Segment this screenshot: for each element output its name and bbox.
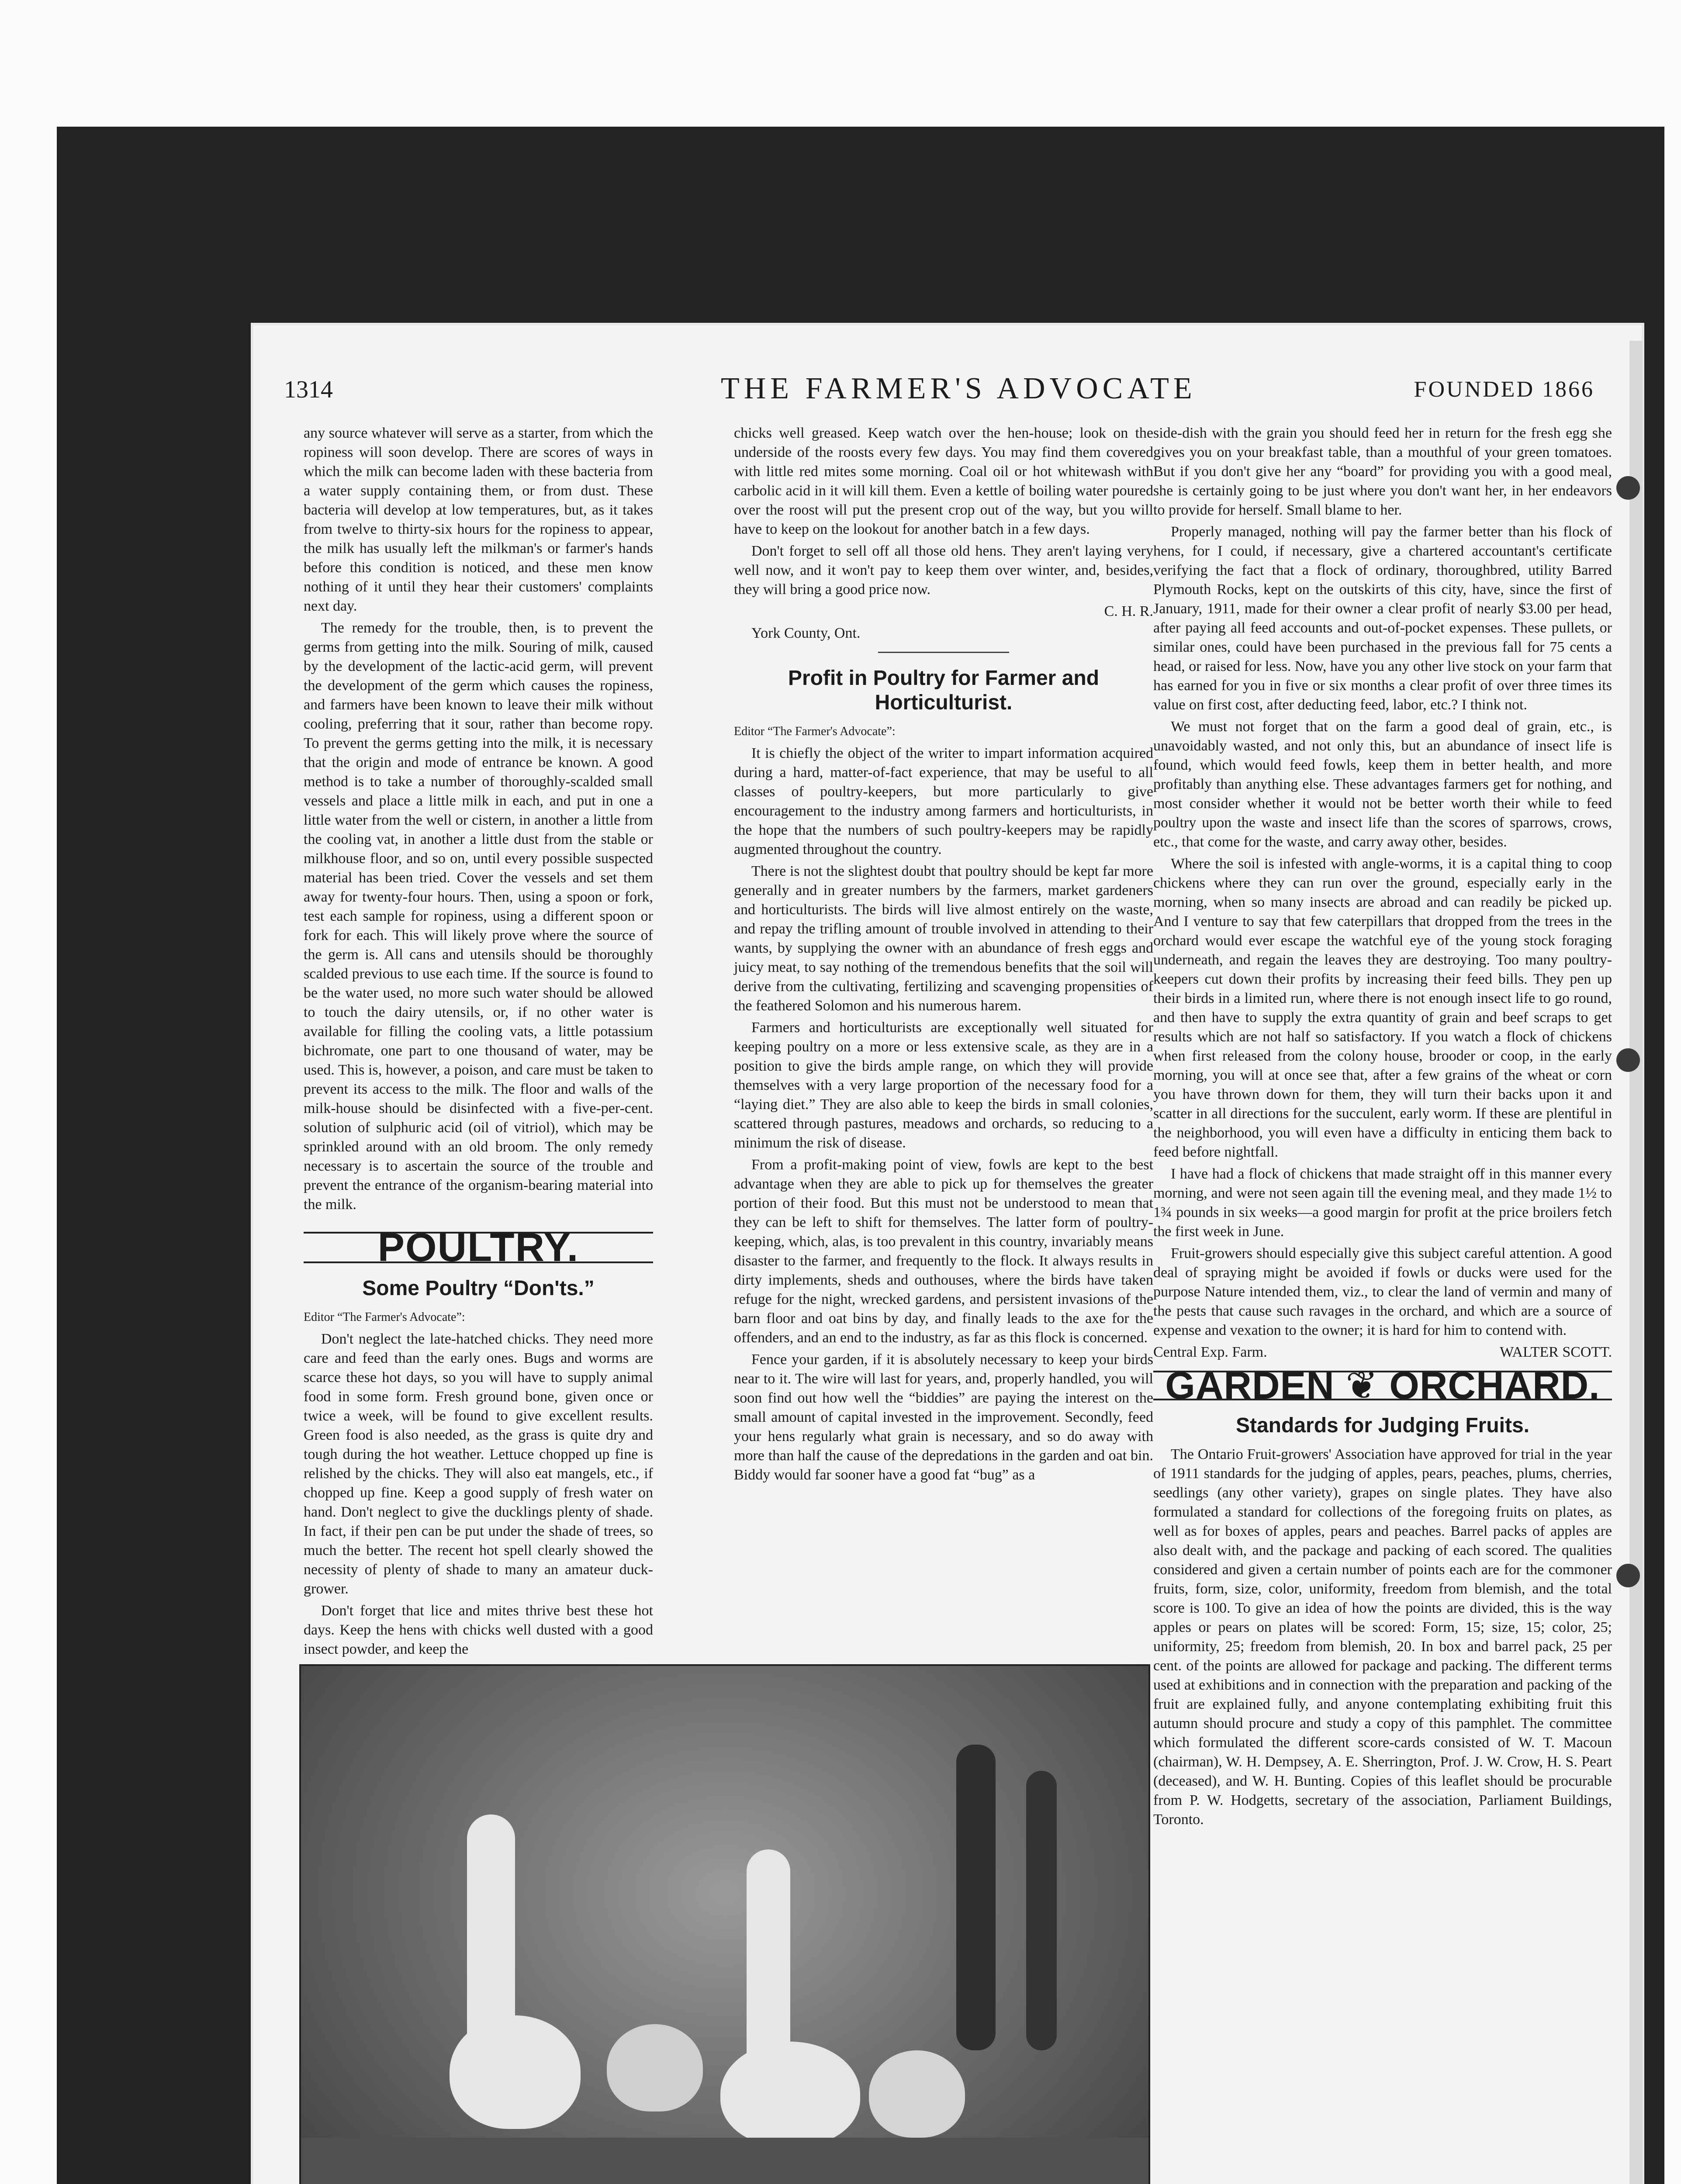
author-place: Central Exp. Farm.	[1153, 1344, 1267, 1360]
paragraph: Properly managed, nothing will pay the farmer better than his flock of hens, for I could, if necessary, give a chartered accountant's certificate verifying the fact that a flock of ordinary, thoroughbred, utility Barred Plymouth Rocks, kept on the outskirts of this city, have, since the first of January, 1911, made for their owner a clear profit of nearly $3.00 per head, after paying all feed accounts and out-of-pocket expenses. These pullets, or similar ones, could have been purchased in the previous fall for 75 cents a head, or raised for less. Now, have you any other live stock on your farm that has earned for you in five or six months a clear profit of over three times its value on first cost, after deducting feed, labor, etc.? I think not.	[1153, 524, 1612, 713]
grass-ground	[301, 2138, 1148, 2184]
goose-neck-icon	[747, 1849, 790, 2068]
paragraph: The Ontario Fruit-growers' Association have approved for trial in the year of 1911 standards for the judging of apples, pears, peaches, plums, cherries, seedlings (any other variety), grapes on single plates. They have also formulated a standard for collections of the foregoing fruits on plates, as well as for boxes of apples, pears and peaches. Barrel packs of apples are also dealt with, and the package and packing of each scored. The qualities considered and given a certain number of points each are for the commoner fruits, form, size, color, uniformity, freedom from blemish, and the total score is 100. To give an idea of how the points are divided, this is the way apples or pears on plates will be scored: Form, 15; size, 15; color, 25; uniformity, 25; freedom from blemish, 20. In box and barrel pack, 25 per cent. of the points are allowed for package and packing. The different terms used at exhibitions and in connection with the preparation and packing of the fruit are explained fully, and anyone contemplating exhibiting fruit this autumn should procure and study a copy of this pamphlet. The committee which formulated the different score-cards consisted of W. T. Macoun (chairman), W. H. Dempsey, A. E. Sherrington, Prof. J. W. Crow, H. S. Peart (deceased), and W. H. Bunting. Copies of this leaflet should be procurable from P. W. Hodgetts, secretary of the association, Parliament Buildings, Toronto.	[1153, 1446, 1612, 1828]
paragraph: There is not the slightest doubt that poultry should be kept far more generally and in greater numbers by the farmers, market gardeners and horticulturists. The birds will live almost entirely on the waste, and repay the trifling amount of trouble involved in attending to their wants, by supplying the owner with an abundance of fresh eggs and juicy meat, to say nothing of the tremendous benefits that the soil will derive from the cultivating, fertilizing and scavenging propensities of the feathered Solomon and his numerous harem.	[734, 863, 1153, 1014]
tree-icon	[956, 1745, 996, 2050]
editor-line: Editor “The Farmer's Advocate”:	[304, 1310, 465, 1324]
section-title-poultry: POULTRY.	[304, 1232, 653, 1263]
column-2	[734, 424, 1153, 1487]
binding-hole-icon	[1616, 476, 1640, 500]
article-headline: Some Poultry “Don'ts.”	[362, 1277, 595, 1300]
paragraph: The remedy for the trouble, then, is to prevent the germs from getting into the milk. Souring of milk, caused by the development of the lactic-acid germ, will prevent the development of the germ which causes the ropiness, and farmers have been known to leave their milk without cooling, preferring that it sour, rather than become ropy. To prevent the germs getting into the milk, it is necessary that the origin and mode of entrance be known. A good method is to take a number of thoroughly-scalded small vessels and place a little milk in each, and put in one a little water from the well or cistern, in another a little from the cooling vat, in another a little dust from the stable or milkhouse floor, and so on, until every possible suspected material has been tried. Cover the vessels and set them away for twenty-four hours. Then, using a spoon or fork, test each sample for ropiness, using a different spoon or fork for each. This will likely prove where the source of the germ is. All cans and utensils should be thoroughly scalded previous to use each time. If the source is found to be the water used, no more such water should be allowed to touch the dairy utensils, or, if no other water is available for filling the cooling vats, a little potassium bichromate, one part to one thousand of water, may be used. This is, however, a poison, and care must be taken to prevent its access to the milk. The floor and walls of the milk-house should be disinfected with a five-per-cent. solution of sulphuric acid (oil of vitriol), which may be sprinkled around with an old broom. The only remedy necessary is to ascertain the source of the trouble and prevent the entrance of the organism-bearing material into the milk.	[304, 620, 653, 1213]
paragraph: We must not forget that on the farm a good deal of grain, etc., is unavoidably wasted, and not only this, but an abundance of insect life is found, which would feed fowls, keep them in better health, and more profitably than anything else. These advantages farmers get for nothing, and most consider whether it would not be better worth their while to feed poultry upon the waste and insect life than the scores of sparrows, crows, etc., that come for the waste, and carry away other, besides.	[1153, 719, 1612, 850]
paragraph: Don't forget that lice and mites thrive best these hot days. Keep the hens with chicks well dusted with a good insect powder, and keep the	[304, 1603, 653, 1657]
goose-body-icon	[720, 2042, 860, 2146]
paragraph: chicks well greased. Keep watch over the hen-house; look on the underside of the roosts every few days. You may find them covered with little red mites some morning. Coal oil or hot whitewash with carbolic acid in it will kill them. Even a kettle of boiling water poured over the roost will put the present crop out of the way, but you will have to keep on the lookout for another batch in a few days.	[734, 425, 1153, 537]
goose-body-icon	[607, 2024, 703, 2111]
binding-hole-icon	[1616, 1564, 1640, 1587]
article-headline: Profit in Poultry for Farmer and Horticulturist.	[788, 667, 1100, 714]
divider	[878, 652, 1009, 653]
binding-hole-icon	[1616, 1048, 1640, 1072]
paragraph: Don't neglect the late-hatched chicks. They need more care and feed than the early ones. Bugs and worms are scarce these hot days, so you will have to supply animal food in some form. Fresh ground bone, given once or twice a week, will be found to give excellent results. Green food is also needed, as the grass is quite dry and tough during the hot weather. Lettuce chopped up fine is relished by the chicks. They will also eat mangels, etc., if chopped up fine. Keep a good supply of fresh water on hand. Don't neglect to give the ducklings plenty of shade. In fact, if their pen can be put under the shade of trees, so much the better. The recent hot spell clearly showed the necessity of plenty of shade to many an amateur duck-grower.	[304, 1331, 653, 1597]
paragraph: Where the soil is infested with angle-worms, it is a capital thing to coop chickens where they can run over the ground, especially early in the morning, when so many insects are abroad and can readily be picked up. And I venture to say that few caterpillars that dropped from the trees in the orchard would ever escape the watchful eye of the young stock foraging underneath, and regain the leaves they are destroying. Too many poultry-keepers cut down their profits by increasing their feed bills. They pen up their birds in a limited run, where there is not enough insect life to go round, and then have to supply the extra quantity of grain and beef scraps to get results which are not half so satisfactory. If you watch a flock of chickens when first released from the colony house, brooder or coop, in the early morning, you will at once see that, after a few grains of the wheat or corn you have thrown down for them, they will turn their backs upon it and scatter in all directions for the succulent, early worm. If these are plentiful in the neighborhood, you will even have a difficulty in enticing them back to feed before nightfall.	[1153, 856, 1612, 1160]
author-name: WALTER SCOTT.	[1500, 1344, 1612, 1360]
paragraph: From a profit-making point of view, fowls are kept to the best advantage when they are able to pick up for themselves the greater portion of their food. But this must not be understood to mean that they can be left to shift for themselves. The latter form of poultry-keeping, which, alas, is too prevalent in this country, invariably means disaster to the farmer, and frequently to the flock. It always results in dirty implements, sheds and outhouses, where the birds have taken refuge for the night, wrecked gardens, and persistent invasions of the barn floor and oat bins by day, and finally leads to the axe for the offenders, and an end to the industry, as far as this flock is concerned.	[734, 1157, 1153, 1346]
author-signoff	[1153, 1343, 1612, 1362]
founded-note: FOUNDED 1866	[1414, 377, 1595, 402]
paragraph: Don't forget to sell off all those old hens. They aren't laying very well now, and it won't pay to keep them over winter, and, besides, they will bring a good price now.	[734, 543, 1153, 598]
page-edge	[1629, 341, 1643, 2184]
tree-icon	[1026, 1771, 1057, 2050]
goose-body-icon	[450, 2015, 581, 2129]
page-header	[284, 371, 1595, 411]
paragraph: Fruit-growers should especially give this subject careful attention. A good deal of spraying might be avoided if fowls or ducks were used for the purpose Nature intended them, viz., to clear the land of vermin and many of the pests that cause such ravages in the orchard, and which are a source of expense and vexation to the owner; it is hard for him to contend with.	[1153, 1245, 1612, 1338]
page-number: 1314	[284, 376, 333, 403]
article-headline: Standards for Judging Fruits.	[1235, 1414, 1530, 1437]
column-3	[1153, 424, 1612, 1832]
author-location: York County, Ont.	[751, 625, 861, 641]
paragraph: side-dish with the grain you should feed her in return for the fresh egg she gives you on your breakfast table, than a mouthful of your green tomatoes. But if you don't give her any “board” for providing you with a good meal, she is certainly going to be just where you don't want her, in her endeavors to provide for herself. Small blame to her.	[1153, 425, 1612, 518]
paragraph: I have had a flock of chickens that made straight off in this manner every morning, and were not seen again till the evening meal, and they made 1½ to 1¾ pounds in six weeks—a good margin for profit at the price broilers fetch the first week in June.	[1153, 1166, 1612, 1240]
paragraph: Fence your garden, if it is absolutely necessary to keep your birds near to it. The wire will last for years, and, properly handled, you will soon find out how well the “biddies” are paying the interest on the small amount of capital invested in the improvement. Secondly, feed your hens regularly what grain is necessary, and so do away with more than half the cause of the depredations in the garden and oat bin. Biddy would far sooner have a good fat “bug” as a	[734, 1351, 1153, 1483]
paragraph: Farmers and horticulturists are exceptionally well situated for keeping poultry on a more or less extensive scale, as they are in a position to give the birds ample range, on which they will provide themselves with a very large proportion of the necessary food for a “laying diet.” They are also able to keep the birds in small colonies, scattered through pastures, meadows and orchards, so reducing to a minimum the risk of disease.	[734, 1019, 1153, 1151]
author-initials: C. H. R.	[1104, 603, 1153, 619]
column-1	[304, 424, 653, 1662]
editor-line: Editor “The Farmer's Advocate”:	[734, 725, 896, 738]
section-title-garden-orchard: GARDEN ❦ ORCHARD.	[1153, 1371, 1612, 1400]
masthead: THE FARMER'S ADVOCATE	[721, 372, 1197, 405]
goose-body-icon	[869, 2050, 965, 2138]
paragraph: It is chiefly the object of the writer to impart information acquired during a hard, matter-of-fact experience, that may be useful to all classes of poultry-keepers, but more particularly to give encouragement to the industry among farmers and horticulturists, in the hope that the numbers of such poultry-keepers may be rapidly augmented throughout the country.	[734, 745, 1153, 857]
paragraph: any source whatever will serve as a starter, from which the ropiness will soon develop. There are scores of ways in which the milk can become laden with these bacteria from a water supply containing them, or from dust. These bacteria will develop at low temperatures, but, as it takes from twelve to thirty-six hours for the ropiness to appear, the milk has usually left the milkman's or farmer's hands before this condition is noticed, and these men know nothing of it until they hear their customers' complaints next day.	[304, 425, 653, 614]
geese-photo	[299, 1664, 1150, 2184]
